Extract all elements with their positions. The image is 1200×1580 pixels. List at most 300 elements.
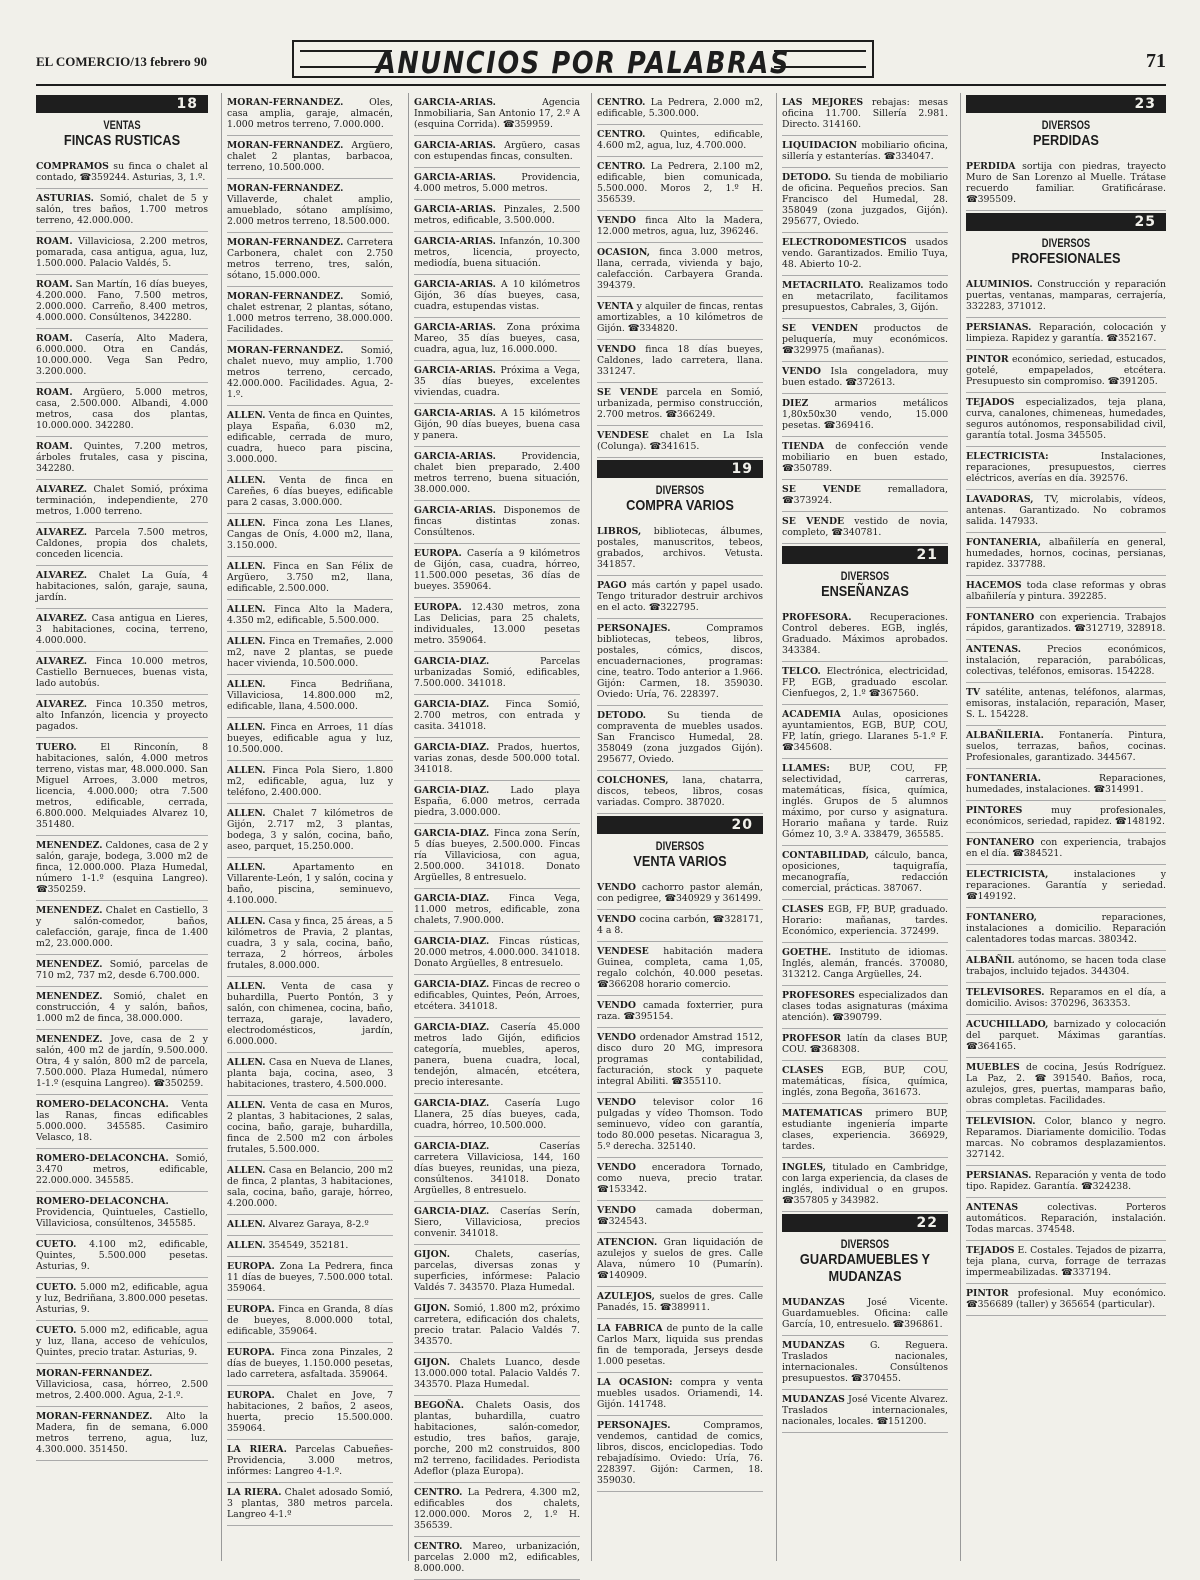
classified-ad xyxy=(597,383,763,426)
ad-text: profesional. Muy económico. ☎356689 (taller) y 365654 (particular). xyxy=(966,1288,1166,1310)
ad-keyword: CENTRO. xyxy=(414,1487,463,1498)
classified-ad xyxy=(414,1094,580,1137)
classified-ad xyxy=(227,600,393,632)
classified-ad xyxy=(966,833,1166,865)
classified-ad xyxy=(227,1161,393,1215)
ad-keyword: ALLEN. xyxy=(227,561,266,572)
ad-keyword: PROFESOR xyxy=(782,1033,842,1044)
ad-text: albañilería en general, humedades, hornos, cocinas, persianas, rapidez. 337788. xyxy=(966,537,1166,570)
ad-keyword: ALUMINIOS. xyxy=(966,279,1033,290)
ad-text: vestido de novia, completo, ☎340781. xyxy=(782,516,948,538)
ad-keyword: ROAM. xyxy=(36,333,73,344)
ad-text: usados vendo. Garantizados. Emilio Tuya, 48. Abierto 10-2. xyxy=(782,237,948,270)
ad-keyword: GARCIA-DIAZ. xyxy=(414,828,490,839)
classified-ad xyxy=(597,996,763,1028)
classified-ad xyxy=(597,125,763,157)
ad-keyword: ROAM. xyxy=(36,279,73,290)
classified-ad xyxy=(966,1284,1166,1316)
ad-text: Jove, casa de 2 y salón, 400 m2 de jardín, 9.500.000. Otra, 4 y salón, 800 m2 de parcela, 7.500.000. Plaza Humedal, número 1-1.º (esquina Langreo). ☎350259. xyxy=(36,1034,208,1089)
ad-text: satélite, antenas, teléfonos, alarmas, emisoras, instalación, reparación, Maser, S. L. 154228. xyxy=(966,687,1166,720)
classified-ad xyxy=(36,480,208,523)
classified-ad xyxy=(36,566,208,609)
classified-ad xyxy=(36,232,208,275)
ad-text: Prados, huertos, varias zonas, desde 500.000 total. 341018. xyxy=(414,742,580,775)
ad-text: remalladora, ☎373924. xyxy=(782,484,948,506)
ad-keyword: SE VENDE xyxy=(782,516,845,527)
ad-keyword: VENTA xyxy=(597,301,634,312)
ad-keyword: ALLEN. xyxy=(227,1240,266,1251)
ad-text: 5.000 m2, edificable, agua y luz, Bedriñana, 3.800.000 pesetas. Asturias, 9. xyxy=(36,1282,208,1315)
ad-text: especializados, teja plana, curva, canalones, chimeneas, humedades, seguros autónomos, responsabilidad civil, garantía total. Josma 345505. xyxy=(966,397,1166,441)
ad-keyword: GARCIA-ARIAS. xyxy=(414,172,496,183)
classified-ad xyxy=(597,211,763,243)
ad-text: Casa en Nueva de Llanes, planta baja, cocina, aseo, 3 habitaciones, trastero, 4.500.000. xyxy=(227,1057,393,1090)
ad-text: Su tienda de mobiliario de oficina. Pequeños precios. San Francisco del Humedal, 28. 358049 (zona juzgados, Gijón). 295677, Oviedo. xyxy=(782,172,948,227)
classified-ad xyxy=(966,726,1166,769)
ad-keyword: ALLEN. xyxy=(227,981,266,992)
classified-ad xyxy=(227,1053,393,1096)
ad-text: Reparación y venta de todo tipo. Rapidez. Garantía. ☎324238. xyxy=(966,1170,1166,1192)
classified-ad xyxy=(227,1257,393,1300)
ad-keyword: ROMERO-DELACONCHA. xyxy=(36,1099,169,1110)
ad-keyword: ALVAREZ. xyxy=(36,484,88,495)
ad-keyword: MORAN-FERNANDEZ. xyxy=(36,1411,153,1422)
ad-keyword: ALBAÑIL xyxy=(966,955,1015,966)
ad-keyword: CUETO. xyxy=(36,1325,77,1336)
ad-text: El Rinconín, 8 habitaciones, salón, 4.000 metros terreno, vistas mar, 48.000.000. San Miguel Arroes, 3.000 metros, licencia, 4.000.000; otra 7.500 metros, edificable, cerrada, 6.800.000. Melquiades Alvarez 10, 351480. xyxy=(36,742,208,830)
classified-ad xyxy=(414,598,580,652)
classified-ad xyxy=(782,1336,948,1390)
ad-keyword: MORAN-FERNANDEZ. xyxy=(227,237,344,248)
section-number: 19 xyxy=(597,460,763,478)
ad-text: Somió, 1.800 m2, próximo carretera, edificación dos chalets, precio tratar. Palacio Valdés 7. 343570. xyxy=(414,1303,580,1347)
ad-keyword: ALLEN. xyxy=(227,604,266,615)
classified-ad xyxy=(414,932,580,975)
ad-keyword: ALVAREZ. xyxy=(36,613,88,624)
classified-ad xyxy=(782,362,948,394)
ad-keyword: VENDO xyxy=(597,1000,636,1011)
ad-text: Fincas de recreo o edificables, Quintes, Peón, Arroes, etcétera. 341018. xyxy=(414,979,580,1012)
ad-keyword: ANTENAS. xyxy=(966,644,1022,655)
classified-ad xyxy=(36,157,208,189)
classified-ad xyxy=(966,1015,1166,1058)
classified-ad xyxy=(414,275,580,318)
classified-ad xyxy=(414,93,580,136)
ad-text: Casería 45.000 metros lado Gijón, edificios categoría, muebles, aperos, panera, buena cuadra, local, tendejón, almacén, etcétera, precio interesante. xyxy=(414,1022,580,1088)
classified-ad xyxy=(966,393,1166,447)
ad-keyword: PROFESORA. xyxy=(782,612,852,623)
ad-keyword: PERSIANAS. xyxy=(966,322,1032,333)
ad-keyword: MENENDEZ. xyxy=(36,991,103,1002)
ad-text: Venta de finca en Careñes, 6 días bueyes, edificable para 2 casas, 3.000.000. xyxy=(227,475,393,508)
ad-keyword: MORAN-FERNANDEZ. xyxy=(227,140,344,151)
ad-keyword: LA FABRICA xyxy=(597,1323,663,1334)
classified-ad xyxy=(414,1299,580,1353)
ad-text: Chalet Somió, próxima terminación, independiente, 270 metros, 1.000 terreno. xyxy=(36,484,208,517)
ad-text: José Vicente. Guardamuebles. Oficina: calle García, 10, entresuelo. ☎396861. xyxy=(782,1297,948,1330)
classified-ad xyxy=(414,200,580,232)
ad-text: Argüero, chalet 2 plantas, barbacoa, terreno, 10.500.000. xyxy=(227,140,393,173)
classified-ad xyxy=(227,718,393,761)
ad-text: instalaciones y reparaciones. Garantía y seriedad. ☎149192. xyxy=(966,869,1166,902)
classified-ad xyxy=(36,1321,208,1364)
ad-text: primero BUP, estudiante ingeniería imparte clases, experiencia. 366929, tardes. xyxy=(782,1108,948,1152)
ad-text: Finca 10.000 metros, Castiello Bernueces, buenas vista, lado autobús. xyxy=(36,656,208,689)
classified-ad xyxy=(597,910,763,942)
ad-text: Casería, Alto Madera, 6.000.000. Otra en Candás, 10.000.000. Vega San Pedro, 3.200.000. xyxy=(36,333,208,377)
ad-text: suelos de gres. Calle Panadés, 15. ☎389911. xyxy=(597,1291,763,1313)
classified-ad xyxy=(782,512,948,544)
classified-ad xyxy=(597,942,763,996)
ad-keyword: VENDO xyxy=(597,1097,636,1108)
ad-text: muy profesionales, económicos, seriedad, rapidez. ☎148192. xyxy=(966,805,1166,827)
ad-text: con experiencia. Trabajos rápidos, garantizados. ☎312719, 328918. xyxy=(966,612,1166,634)
ad-text: Chalet en Castiello, 3 y salón-comedor, baños, calefacción, garaje, finca de 1.400 m2, 23.000.000. xyxy=(36,905,208,949)
section-number: 21 xyxy=(782,546,948,564)
ad-keyword: EUROPA. xyxy=(227,1347,275,1358)
ad-text: Caserías Serín, Siero, Villaviciosa, precios convenir. 341018. xyxy=(414,1206,580,1239)
ad-keyword: GARCIA-ARIAS. xyxy=(414,408,496,419)
ad-keyword: TUERO. xyxy=(36,742,77,753)
ad-text: Casería a 9 kilómetros de Gijón, casa, cuadra, hórreo, 11.500.000 pesetas, 36 días de bueyes. 359064. xyxy=(414,548,580,592)
classified-ad xyxy=(966,447,1166,490)
ad-keyword: MORAN-FERNANDEZ. xyxy=(227,97,344,108)
classified-ad xyxy=(966,865,1166,908)
ad-keyword: ROMERO-DELACONCHA. xyxy=(36,1153,169,1164)
section-category: DIVERSOS xyxy=(1041,236,1091,250)
ad-text: cocina carbón, ☎328171, 4 a 8. xyxy=(597,914,763,936)
classified-ad xyxy=(36,652,208,695)
ad-text: La Pedrera, 4.300 m2, edificables dos chalets, 12.000.000. Moros 2, 1.º H. 356539. xyxy=(414,1487,580,1531)
classified-ad xyxy=(597,1319,763,1373)
ad-keyword: HACEMOS xyxy=(966,580,1022,591)
classified-ad xyxy=(597,522,763,576)
classified-ad xyxy=(597,1287,763,1319)
classified-ad xyxy=(782,93,948,136)
section-number: 18 xyxy=(36,95,208,113)
ad-keyword: MUDANZAS xyxy=(782,1297,845,1308)
section-category: DIVERSOS xyxy=(1041,118,1091,132)
classified-ad xyxy=(782,1293,948,1336)
ad-keyword: PERSIANAS. xyxy=(966,1170,1032,1181)
ad-text: latín da clases BUP, COU. ☎368308. xyxy=(782,1033,948,1055)
ad-keyword: GARCIA-DIAZ. xyxy=(414,936,490,947)
ad-text: Chalets Luanco, desde 13.000.000 total. Palacio Valdés 7. 343570. Plaza Humedal. xyxy=(414,1357,580,1390)
ad-text: Apartamento en Villarente-León, 1 y salón, cocina y baño, piscina, seminuevo, 4.100.000. xyxy=(227,862,393,906)
classified-ad xyxy=(966,275,1166,318)
ad-keyword: EUROPA. xyxy=(227,1390,275,1401)
ad-keyword: VENDO xyxy=(597,882,636,893)
classified-ad xyxy=(597,340,763,383)
ad-text: Pinzales, 2.500 metros, edificable, 3.500.000. xyxy=(414,204,580,226)
ad-keyword: TEJADOS xyxy=(966,1245,1015,1256)
classified-ad xyxy=(227,1300,393,1343)
ad-keyword: CLASES xyxy=(782,1065,824,1076)
ad-text: Casa antigua en Lieres, 3 habitaciones, cocina, terreno, 4.000.000. xyxy=(36,613,208,646)
ad-keyword: MATEMATICAS xyxy=(782,1108,863,1119)
classified-ad xyxy=(966,1058,1166,1112)
ad-text: A 10 kilómetros Gijón, 36 días bueyes, casa, cuadra, estupendas vistas. xyxy=(414,279,580,312)
classified-ad xyxy=(414,781,580,824)
ad-keyword: TELCO. xyxy=(782,666,821,677)
ad-text: Próxima a Vega, 35 días bueyes, excelentes viviendas, cuadra. xyxy=(414,365,580,398)
column-2 xyxy=(221,93,393,1561)
classified-ad xyxy=(414,361,580,404)
ad-text: Casa en Belancio, 200 m2 de finca, 2 plantas, 3 habitaciones, sala, cocina, baño, garaje, hórreo, 4.200.000. xyxy=(227,1165,393,1209)
classified-ad xyxy=(36,437,208,480)
section-heading: FINCAS RUSTICAS xyxy=(63,132,181,149)
ad-text: Parcelas Cabueñes-Providencia, 3.000 metros, infórmes: Langreo 4-1.º. xyxy=(227,1444,394,1477)
classified-ad xyxy=(966,490,1166,533)
classified-ad xyxy=(597,878,763,910)
ad-text: camada foxterrier, pura raza. ☎395154. xyxy=(597,1000,763,1022)
ad-keyword: VENDO xyxy=(597,1032,636,1043)
ad-text: 354549, 352181. xyxy=(265,1240,349,1251)
ad-keyword: FONTANERO xyxy=(966,612,1035,623)
ad-keyword: GIJON. xyxy=(414,1249,450,1260)
ad-keyword: TELEVISORES. xyxy=(966,987,1045,998)
section-header xyxy=(782,546,948,600)
ad-text: EGB, FP, BUP, graduado. Horario: mañanas, tardes. Económico, experiencia. 372499. xyxy=(782,904,948,937)
ad-keyword: GARCIA-ARIAS. xyxy=(414,140,496,151)
section-title: ANUNCIOS POR PALABRAS xyxy=(375,46,791,81)
ad-text: compra y venta muebles usados. Oriamendi, 14. Gijón. 141748. xyxy=(597,1377,763,1410)
classified-ad xyxy=(782,662,948,705)
ad-text: Villaviciosa, casa, hórreo, 2.500 metros, 2.400.000. Agua, 2-1.º. xyxy=(36,1379,208,1401)
classified-ad xyxy=(414,889,580,932)
ad-text: Providencia, Quintueles, Castiello, Villaviciosa, consúltenos, 345585. xyxy=(36,1207,208,1229)
ad-text: Finca 10.350 metros, alto Infanzón, licencia y proyecto pagados. xyxy=(36,699,208,732)
ad-text: San Martín, 16 días bueyes, 4.200.000. Fano, 7.500 metros, 2.000.000. Carreño, 8.400 metros, 4.000.000. Consúltenos, 342280. xyxy=(36,279,208,323)
ad-keyword: ALVAREZ. xyxy=(36,570,88,581)
page-header xyxy=(36,38,1166,82)
section-heading: COMPRA VARIOS xyxy=(626,497,734,514)
ad-keyword: MUDANZAS xyxy=(782,1340,845,1351)
classified-ad xyxy=(966,608,1166,640)
ad-text: Compramos bibliotecas, tebeos, libros, postales, cómics, discos, encuadernaciones, programas: cine, teatro. Todo anterior a 1.966. Gijón: Carmen, 18. 359030. Oviedo: Uría, 76. 228397. xyxy=(597,623,763,700)
classified-ad xyxy=(782,705,948,759)
ad-keyword: PERSONAJES. xyxy=(597,623,671,634)
ad-keyword: ELECTRICISTA: xyxy=(966,451,1049,462)
section-heading: PROFESIONALES xyxy=(1011,250,1121,267)
classified-ad xyxy=(597,1093,763,1158)
ad-keyword: ALLEN. xyxy=(227,1057,266,1068)
ad-keyword: SE VENDE xyxy=(597,387,658,398)
ad-text: Finca Pola Siero, 1.800 m2, edificable, agua, luz y teléfono, 2.400.000. xyxy=(227,765,393,798)
ad-keyword: ALLEN. xyxy=(227,1100,266,1111)
ad-text: especializados dan clases todas asignaturas (máxima atención). ☎390799. xyxy=(782,990,948,1023)
classified-ad xyxy=(414,168,580,200)
classified-ad xyxy=(227,93,393,136)
ad-text: Fincas rústicas, 20.000 metros, 4.000.000. 341018. Donato Argüelles, 8 entresuelo. xyxy=(414,936,580,969)
ad-text: G. Reguera. Traslados nacionales, internacionales. Consúltenos presupuestos. ☎370455. xyxy=(782,1340,948,1384)
ad-text: de cocina, Jesús Rodríguez. La Paz, 2. ☎391540. Baños, roca, azulejos, gres, puertas, mamparas baño, obras completas. Facilidades. xyxy=(966,1062,1166,1106)
classified-ad xyxy=(36,695,208,738)
ad-text: Reparación, colocación y limpieza. Rapidez y garantía. ☎352167. xyxy=(966,322,1166,344)
classified-ad xyxy=(966,533,1166,576)
ad-keyword: ALVAREZ. xyxy=(36,699,88,710)
ad-keyword: TIENDA xyxy=(782,441,825,452)
ad-keyword: GARCIA-ARIAS. xyxy=(414,365,496,376)
classified-ad xyxy=(597,157,763,211)
ad-text: finca Alto la Madera, 12.000 metros, agua, luz, 396246. xyxy=(597,215,763,237)
classified-ad xyxy=(36,901,208,955)
classified-ad xyxy=(227,341,393,406)
ad-keyword: ALVAREZ. xyxy=(36,656,88,667)
ad-text: 12.430 metros, zona Las Delicias, para 25 chalets, individuales, 13.000 pesetas metro. 359064. xyxy=(414,602,580,646)
ad-text: toda clase reformas y obras albañilería y pintura. 392285. xyxy=(966,580,1166,602)
classified-ad xyxy=(414,738,580,781)
ad-keyword: EUROPA. xyxy=(414,548,462,559)
column-4 xyxy=(591,93,763,1561)
classified-ad xyxy=(782,986,948,1029)
ad-text: Instalaciones, reparaciones, presupuestos, cierres eléctricos, averías en día. 392576. xyxy=(966,451,1166,484)
classified-columns xyxy=(36,93,1166,1574)
ad-keyword: EUROPA. xyxy=(414,602,462,613)
ad-keyword: PINTOR xyxy=(966,354,1009,365)
ad-keyword: GARCIA-ARIAS. xyxy=(414,322,496,333)
ad-text: con experiencia, trabajos en el día. ☎384521. xyxy=(966,837,1166,859)
ad-keyword: GARCIA-DIAZ. xyxy=(414,1141,490,1152)
ad-text: cachorro pastor alemán, con pedigree, ☎340929 y 361499. xyxy=(597,882,763,904)
ad-text: Quintes, edificable, 4.600 m2, agua, luz, 4.700.000. xyxy=(597,129,763,151)
ad-keyword: MENENDEZ. xyxy=(36,959,103,970)
ad-keyword: ALLEN. xyxy=(227,1165,266,1176)
ad-text: Finca zona Les Llanes, Cangas de Onís, 4.000 m2, llana, 3.150.000. xyxy=(227,518,393,551)
classified-ad xyxy=(227,287,393,341)
ad-keyword: MENENDEZ. xyxy=(36,1034,103,1045)
ad-text: Recuperaciones. Control deberes. EGB, inglés, Graduado. Máximos aprobados. 343384. xyxy=(782,612,948,656)
classified-ad xyxy=(414,404,580,447)
ad-text: Realizamos todo en metacrilato, facilitamos presupuestos, Cabrales, 3, Gijón. xyxy=(782,280,948,313)
classified-ad xyxy=(782,319,948,362)
classified-ad xyxy=(782,394,948,437)
classified-ad xyxy=(966,951,1166,983)
classified-ad xyxy=(966,1112,1166,1166)
ad-keyword: GARCIA-DIAZ. xyxy=(414,1022,490,1033)
ad-keyword: ALLEN. xyxy=(227,636,266,647)
classified-ad xyxy=(966,983,1166,1015)
ad-text: bibliotecas, álbumes, postales, manuscritos, tebeos, grabados, archivos. Vetusta. 341857. xyxy=(597,526,763,570)
ad-text: José Vicente Alvarez. Traslados internacionales, nacionales, locales. ☎151200. xyxy=(782,1394,948,1427)
ad-text: Somió, parcelas de 710 m2, 737 m2, desde 6.700.000. xyxy=(36,959,208,981)
classified-ad xyxy=(36,836,208,901)
ad-text: Finca zona Serín, 5 días bueyes, 2.500.000. Fincas ría Villaviciosa, con agua, 2.500.000. 341018. Donato Argüelles, 8 entresuelo. xyxy=(414,828,580,883)
ad-keyword: GOETHE. xyxy=(782,947,832,958)
ad-text: Chalets, caserías, parcelas, diversas zonas y superficies, infórmese: Palacio Valdés 7. 343570. Plaza Humedal. xyxy=(414,1249,580,1293)
ad-text: Finca Alto la Madera, 4.350 m2, edificable, 5.500.000. xyxy=(227,604,393,626)
classified-ad xyxy=(36,383,208,437)
ad-text: Gran liquidación de azulejos y suelos de gres. Calle Alava, número 10 (Pumarín). ☎140909. xyxy=(597,1237,763,1281)
classified-ad xyxy=(782,1061,948,1104)
classified-ad xyxy=(966,640,1166,683)
classified-ad xyxy=(414,1537,580,1580)
classified-ad xyxy=(966,157,1166,211)
ad-text: Chalet La Guía, 4 habitaciones, salón, garaje, sauna, jardín. xyxy=(36,570,208,603)
ad-keyword: FONTANERIA, xyxy=(966,537,1041,548)
section-heading: GUARDAMUEBLES Y MUDANZAS xyxy=(799,1251,931,1285)
classified-ad xyxy=(36,955,208,987)
classified-ad xyxy=(597,1158,763,1201)
ad-keyword: LA OCASION: xyxy=(597,1377,673,1388)
classified-ad xyxy=(36,275,208,329)
classified-ad xyxy=(782,1104,948,1158)
ad-keyword: AZULEJOS, xyxy=(597,1291,655,1302)
classified-ad xyxy=(414,695,580,738)
ad-keyword: MORAN-FERNANDEZ. xyxy=(227,291,344,302)
ad-text: Zona próxima Mareo, 35 días bueyes, casa, cuadra, agua, luz, 16.000.000. xyxy=(414,322,580,355)
column-3 xyxy=(408,93,580,1574)
section-header xyxy=(36,95,208,149)
ad-text: económico, seriedad, estucados, gotelé, empapelados, etcétera. Presupuesto sin compromiso. ☎391205. xyxy=(966,354,1166,387)
classified-ad xyxy=(414,1018,580,1094)
ad-keyword: GARCIA-DIAZ. xyxy=(414,979,490,990)
ad-text: de punto de la calle Carlos Marx, liquida sus prendas fin de temporada, Jerseys desde 1.000 pesetas. xyxy=(597,1323,763,1367)
ad-keyword: LLAMES: xyxy=(782,763,830,774)
classified-ad xyxy=(227,179,393,233)
ad-text: Carretera Carbonera, chalet con 2.750 metros terreno, tres, salón, sótano, 15.000.000. xyxy=(227,237,393,281)
ad-text: productos de peluquería, muy económicos. ☎329975 (mañanas). xyxy=(782,323,949,356)
ad-keyword: ANTENAS xyxy=(966,1202,1019,1213)
classified-ad xyxy=(597,1373,763,1416)
ad-text: Finca en San Félix de Argüero, 3.750 m2, llana, edificable, 2.500.000. xyxy=(227,561,393,594)
classified-ad xyxy=(782,846,948,900)
classified-ad xyxy=(227,471,393,514)
ad-text: reparaciones, instalaciones a domicilio. Reparación calentadores todas marcas. 380342. xyxy=(966,912,1166,945)
ad-keyword: ALLEN. xyxy=(227,808,266,819)
ad-text: Venta de finca en Quintes, playa España, 6.030 m2, edificable, cerrada de muro, cuadra, hueco para piscina, 3.000.000. xyxy=(227,410,393,465)
ad-keyword: ACUCHILLADO, xyxy=(966,1019,1049,1030)
ad-keyword: ALLEN. xyxy=(227,410,266,421)
classified-ad xyxy=(597,243,763,297)
ad-text: habitación madera Guinea, completa, cama 1,05, regalo colchón, 40.000 pesetas. ☎366208 horario comercio. xyxy=(597,946,763,990)
ad-keyword: LAVADORAS, xyxy=(966,494,1034,505)
ad-text: Venta las Ranas, fincas edificables 5.000.000. 345585. Casimiro Velasco, 18. xyxy=(36,1099,208,1143)
ad-keyword: PROFESORES xyxy=(782,990,855,1001)
ad-text: 4.100 m2, edificable, Quintes, 5.500.000 pesetas. Asturias, 9. xyxy=(36,1239,208,1272)
ad-text: Infanzón, 10.300 metros, licencia, proyecto, mediodía, buena situación. xyxy=(414,236,580,269)
ad-keyword: LIQUIDACION xyxy=(782,140,858,151)
ad-keyword: FONTANERIA. xyxy=(966,773,1041,784)
classified-ad xyxy=(414,136,580,168)
classified-ad xyxy=(782,136,948,168)
ad-keyword: VENDO xyxy=(782,366,821,377)
ad-keyword: COMPRAMOS xyxy=(36,161,109,172)
ad-keyword: VENDESE xyxy=(597,946,649,957)
ad-text: cálculo, banca, oposiciones, taquigrafía, mecanografía, redacción comercial, prácticas. 387067. xyxy=(782,850,948,894)
ad-keyword: GARCIA-ARIAS. xyxy=(414,204,496,215)
ad-text: La Pedrera, 2.000 m2, edificable, 5.300.000. xyxy=(597,97,763,119)
ad-keyword: MORAN-FERNANDEZ. xyxy=(36,1368,153,1379)
ad-keyword: VENDESE xyxy=(597,430,649,441)
classified-ad xyxy=(966,576,1166,608)
classified-ad xyxy=(597,619,763,706)
classified-ad xyxy=(966,350,1166,393)
classified-ad xyxy=(597,1028,763,1093)
ad-keyword: CLASES xyxy=(782,904,824,915)
ad-text: TV, microlabis, vídeos, antenas. Garantizado. No cobramos salida. 147933. xyxy=(966,494,1166,527)
ad-keyword: GARCIA-DIAZ. xyxy=(414,699,490,710)
ad-text: Parcelas urbanizadas Somió, edificables, 7.500.000. 341018. xyxy=(414,656,580,689)
ad-text: Chalets Oasis, dos plantas, buhardilla, cuatro habitaciones, salón-comedor, estudio, tres baños, garaje, porche, 200 m2 construidos, 800 m2 terreno, facilidades. Periodista Adeflor (plaza Europa). xyxy=(414,1400,580,1477)
classified-ad xyxy=(36,1278,208,1321)
classified-ad xyxy=(597,706,763,771)
classified-ad xyxy=(227,675,393,718)
ad-text: Finca zona Pinzales, 2 días de bueyes, 1.150.000 pesetas, lado carretera, asfaltada. 359064. xyxy=(227,1347,393,1380)
classified-ad xyxy=(597,93,763,125)
classified-ad xyxy=(597,426,763,458)
classified-ad xyxy=(227,1440,393,1483)
